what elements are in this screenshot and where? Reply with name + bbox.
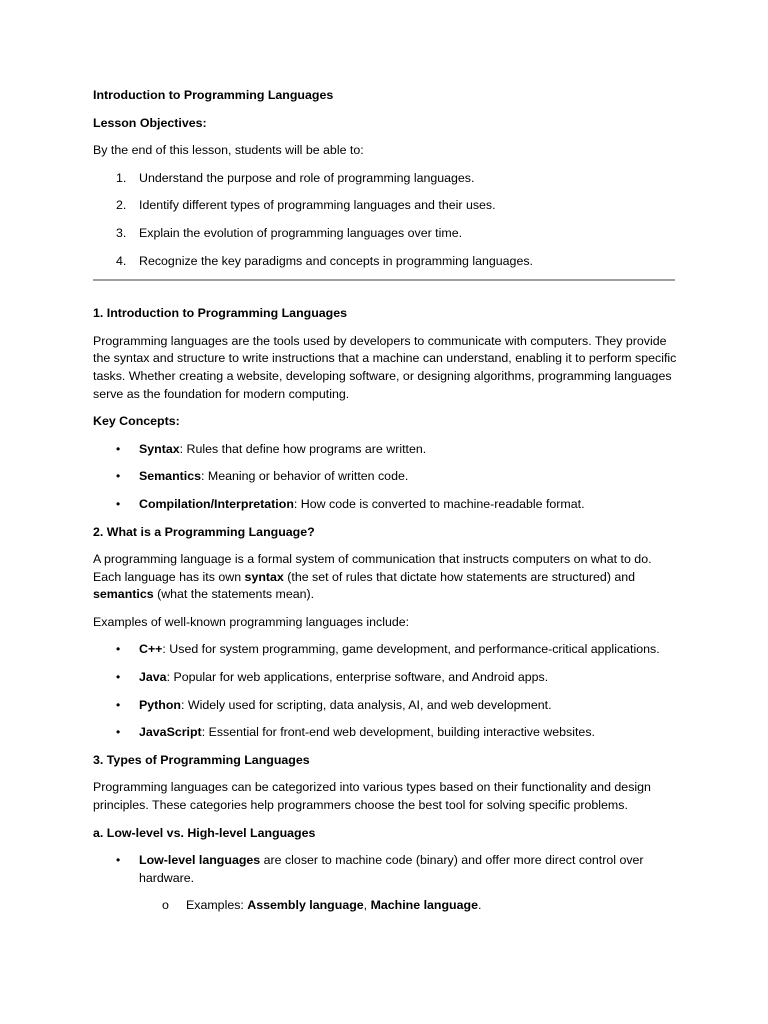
- document-content: [93, 87, 683, 925]
- list-number: 3.: [116, 225, 127, 240]
- languages-list: [93, 641, 683, 741]
- section3a-heading: a. Low-level vs. High-level Languages: [93, 825, 316, 840]
- concept-item: [93, 441, 683, 459]
- level-list: [93, 852, 683, 887]
- objective-text: Identify different types of programming languages and their uses.: [139, 198, 496, 213]
- example-separator: ,: [363, 898, 371, 913]
- section1-paragraph: Programming languages are the tools used by developers to communicate with computers. They provide the syntax and structure to write instructions that a machine can understand, enabling it to perform specific tasks. Whether creating a website, developing software, or designing algorithms, programming languages serve as the foundation for modern computing.: [93, 333, 677, 401]
- horizontal-divider: [93, 279, 675, 281]
- list-number: 1.: [116, 170, 127, 185]
- objective-item: [93, 253, 683, 271]
- language-name: C++: [139, 642, 163, 657]
- language-desc: : Essential for front-end web development, building interactive websites.: [201, 725, 595, 740]
- objective-text: Explain the evolution of programming languages over time.: [139, 225, 463, 240]
- language-name: Java: [139, 670, 167, 685]
- language-item: [93, 641, 683, 659]
- examples-label: Examples:: [186, 898, 248, 913]
- objectives-heading: Lesson Objectives:: [93, 115, 207, 130]
- concept-desc: : Rules that define how programs are written.: [179, 441, 427, 456]
- section2-heading: 2. What is a Programming Language?: [93, 524, 315, 539]
- section2-paragraph: [93, 551, 683, 604]
- section2-text-2: (the set of rules that dictate how statements are structured) and: [283, 569, 636, 584]
- bullet-icon: •: [116, 642, 121, 657]
- example-machine: Machine language: [370, 898, 478, 913]
- section2-semantics-term: semantics: [93, 587, 154, 602]
- section2-text-1: A programming language is a formal system of communication that instructs computers on what to do. Each language has its own: [93, 552, 652, 584]
- examples-sublist: [93, 897, 683, 915]
- bullet-icon: •: [116, 697, 121, 712]
- concept-term: Compilation/Interpretation: [139, 496, 294, 511]
- concept-desc: : Meaning or behavior of written code.: [200, 469, 409, 484]
- section1-heading: 1. Introduction to Programming Languages: [93, 306, 348, 321]
- section3-heading: 3. Types of Programming Languages: [93, 752, 310, 767]
- language-desc: : Widely used for scripting, data analysis, AI, and web development.: [181, 697, 552, 712]
- concept-item: [93, 468, 683, 486]
- objectives-list: [93, 170, 683, 270]
- sub-bullet-icon: o: [162, 898, 169, 913]
- bullet-icon: •: [116, 853, 121, 868]
- low-level-term: Low-level languages: [139, 853, 261, 868]
- sub-item: [93, 897, 683, 915]
- language-item: [93, 697, 683, 715]
- example-end: .: [477, 898, 482, 913]
- document-title: Introduction to Programming Languages: [93, 88, 334, 102]
- example-assembly: Assembly language: [247, 898, 364, 913]
- language-desc: : Used for system programming, game development, and performance-critical applications.: [162, 642, 660, 657]
- bullet-icon: •: [116, 441, 121, 456]
- key-concepts-heading: Key Concepts:: [93, 414, 180, 429]
- language-item: [93, 724, 683, 742]
- objective-text: Understand the purpose and role of programming languages.: [139, 170, 475, 185]
- section2-text-3: (what the statements mean).: [153, 587, 315, 602]
- concept-term: Semantics: [139, 469, 201, 484]
- low-level-desc: are closer to machine code (binary) and offer more direct control over hardware.: [139, 853, 644, 885]
- section3-paragraph: Programming languages can be categorized into various types based on their functionality and design principles. These categories help programmers choose the best tool for solving specific problems.: [93, 780, 651, 813]
- bullet-icon: •: [116, 670, 121, 685]
- objective-item: [93, 197, 683, 215]
- objective-text: Recognize the key paradigms and concepts in programming languages.: [139, 253, 533, 268]
- list-number: 2.: [116, 198, 127, 213]
- concept-item: [93, 496, 683, 514]
- bullet-icon: •: [116, 725, 121, 740]
- concept-term: Syntax: [139, 441, 180, 456]
- bullet-icon: •: [116, 496, 121, 511]
- language-name: Python: [139, 697, 181, 712]
- concept-desc: : How code is converted to machine-readable format.: [293, 496, 585, 511]
- objective-item: [93, 225, 683, 243]
- objectives-intro: By the end of this lesson, students will be able to:: [93, 143, 364, 158]
- list-number: 4.: [116, 253, 127, 268]
- level-item: [93, 852, 683, 887]
- section2-syntax-term: syntax: [244, 569, 284, 584]
- key-concepts-list: [93, 441, 683, 514]
- language-item: [93, 669, 683, 687]
- objective-item: [93, 170, 683, 188]
- language-desc: : Popular for web applications, enterprise software, and Android apps.: [166, 670, 549, 685]
- language-name: JavaScript: [139, 725, 202, 740]
- examples-intro: Examples of well-known programming languages include:: [93, 614, 410, 629]
- bullet-icon: •: [116, 469, 121, 484]
